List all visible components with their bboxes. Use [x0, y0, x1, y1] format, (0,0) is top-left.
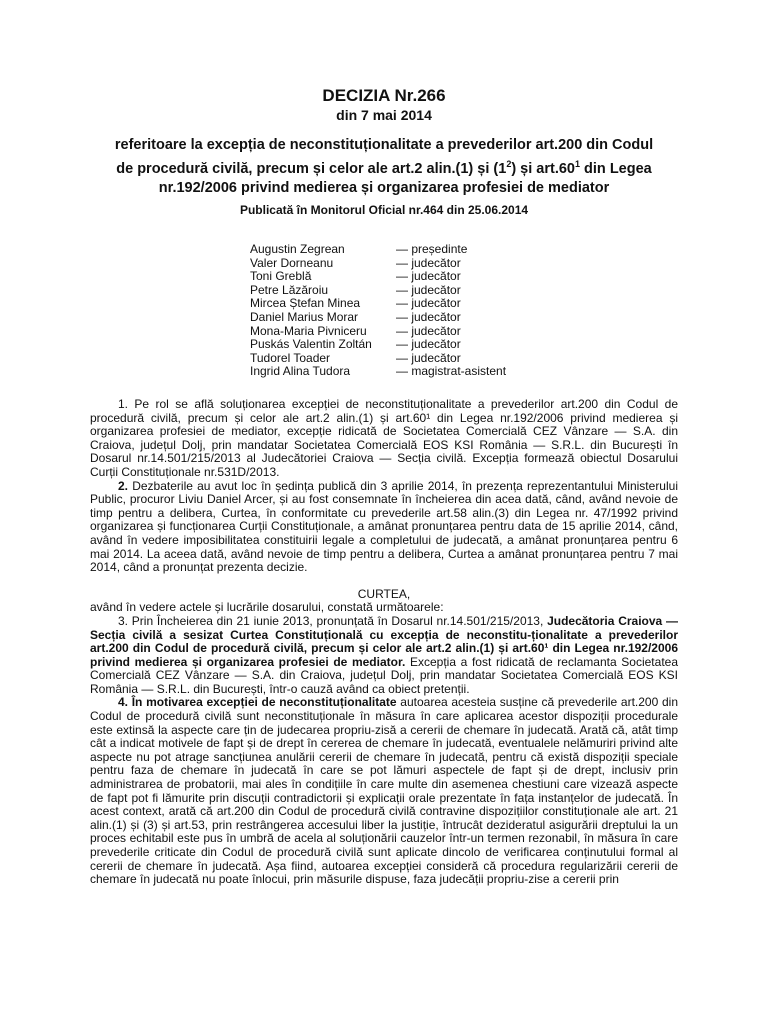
member-row [250, 243, 550, 257]
paragraph-4 [90, 696, 678, 886]
paragraph-3-rest: Excepția a fost ridicată de reclamanta Societatea Comercială CEZ Vânzare — S.A. din Craiova, județul Dolj, prin mandatar Societatea Comercială EOS KSI România — S.R.L. din București, într-o cauză având ca obiect pretenții. [90, 654, 678, 696]
subject-line-2 [90, 155, 678, 179]
member-role: — judecător [396, 323, 461, 338]
member-name: Valer Dorneanu [250, 255, 334, 270]
paragraph-3-intro: 3. Prin Încheierea din 21 iunie 2013, pronunțată în Dosarul nr.14.501/215/2013, [118, 613, 548, 628]
paragraph-3-bold: Judecătoria Craiova — Secția civilă a sesizat Curtea Constituțională cu excepția de neconstitu-ționalitate a prevederilor art.200 din Codul de procedură civilă, precum și celor ale art.2 alin.(1) și art.60¹ din Legea nr.192/2006 privind medierea și organizarea profesiei de mediator. [90, 613, 678, 669]
member-row [250, 311, 550, 325]
member-role: — judecător [396, 269, 461, 284]
member-row [250, 365, 550, 379]
subject-line-2-part-b: ) și art.60 [511, 160, 575, 177]
member-role: — judecător [396, 350, 461, 365]
member-name: Augustin Zegrean [250, 242, 345, 256]
decision-date: din 7 mai 2014 [336, 107, 432, 123]
subject-line-2-part-a: de procedură civilă, precum și celor ale art.2 alin.(1) și (1 [116, 160, 507, 177]
member-name: Mona-Maria Pivniceru [250, 323, 367, 338]
member-row [250, 270, 550, 284]
member-role: — judecător [396, 282, 461, 297]
court-intro-line: având în vedere actele și lucrările dosarului, constată următoarele: [90, 600, 444, 615]
member-role: — judecător [396, 309, 461, 324]
paragraph-1: 1. Pe rol se află soluționarea excepției de neconstituționalitate a prevederilor art.200 din Codul de procedură civilă, precum și celor ale art.2 alin.(1) și art.60¹ din Legea nr.192/2006 privind medierea și organizarea profesiei de mediator, excepție ridicată de Societatea Comercială CEZ Vânzare — S.A. din Craiova, județul Dolj, prin mandatar Societatea Comercială EOS KSI România — S.R.L. din București în Dosarul nr.14.501/215/2013 al Judecătoriei Craiova — Secția civilă. Excepția formează obiectul Dosarului Curții Constituționale nr.531D/2013. [90, 397, 678, 479]
paragraph-3 [90, 615, 678, 697]
member-role: — magistrat-asistent [396, 364, 507, 379]
subject-line-3: nr.192/2006 privind medierea și organizarea profesiei de mediator [158, 179, 610, 196]
subject-line-2-part-c: din Legea [580, 160, 652, 177]
member-role: — judecător [396, 255, 461, 270]
paragraph-4-text: autoarea acesteia susține că prevederile art.200 din Codul de procedură civilă sunt neconstituționale în măsura în care aplicarea acestor dispoziții procedurale este extinsă la aspecte care țin de judecarea propriu-zisă a cererii de chemare în judecată. Arată că, atât timp cât a indicat motivele de fapt și de drept în cererea de chemare în judecată, eventualele nelămuriri privind alte aspecte nu pot atrage sancțiunea anulării cererii de chemare în judecată, pentru că există dispoziții speciale pentru faza de chemare în judecată în care se pot lămuri aspectele de fapt și de drept, inclusiv prin administrarea de probatorii, mai ales în condițiile în care multe din asemenea chestiuni care vizează aspecte de fapt pot fi lămurite prin discuții contradictorii și explicații orale prezentate în fața instanțelor de judecată. În acest context, arată că art.200 din Codul de procedură civilă contravine dispozițiilor constituționale ale art. 21 alin.(1) și (3) și art.53, prin restrângerea accesului liber la justiție, întrucât dezideratul asigurării dreptului la un proces echitabil este pus în umbră de acela al soluționării cauzelor într-un termen rezonabil, în măsura în care prevederile criticate din Codul de procedură civilă sunt aplicate dincolo de verificarea conținutului formal al cererii de chemare în judecată. Așa fiind, autoarea excepției consideră că procedura regularizării cererii de chemare în judecată nu poate înlocui, prin măsurile dispuse, faza judecății propriu-zise a cererii prin [90, 695, 678, 887]
subject-line-1: referitoare la excepția de neconstituționalitate a prevederilor art.200 din Codul [114, 137, 654, 153]
spacer [90, 575, 678, 588]
member-row [250, 352, 550, 366]
member-row [250, 297, 550, 311]
decision-subject [90, 136, 678, 198]
member-role: — judecător [396, 296, 461, 311]
member-name: Tudorel Toader [250, 350, 331, 365]
member-name: Puskás Valentin Zoltán [250, 337, 372, 352]
superscript-1: 1 [575, 159, 581, 169]
paragraph-2-number: 2. [118, 478, 129, 493]
member-row [250, 338, 550, 352]
paragraph-2 [90, 480, 678, 575]
decision-title: DECIZIA Nr.266 [322, 86, 446, 105]
member-role: — președinte [396, 242, 468, 256]
paragraph-4-number: 4. [118, 695, 129, 710]
member-name: Ingrid Alina Tudora [250, 364, 351, 379]
publication-note: Publicată în Monitorul Oficial nr.464 din 25.06.2014 [239, 203, 529, 217]
paragraph-2-text: Dezbaterile au avut loc în ședința publică din 3 aprilie 2014, în prezența reprezentantului Ministerului Public, procuror Liviu Daniel Arcer, și au fost consemnate în încheierea din acea dată, când, având nevoie de timp pentru a delibera, Curtea, în conformitate cu prevederile art.58 alin.(3) din Legea nr. 47/1992 privind organizarea și funcționarea Curții Constituționale, a amânat pronunțarea pentru data de 15 aprilie 2014, când, având în vedere imposibilitatea constituirii legale a completului de judecată, a amânat pronunțarea pentru 6 mai 2014. La aceea dată, având nevoie de timp pentru a delibera, Curtea a amânat pronunțarea pentru 7 mai 2014, când a pronunțat prezenta decizie. [90, 478, 678, 575]
court-members-table [250, 243, 550, 379]
member-name: Petre Lăzăroiu [250, 282, 329, 297]
member-role: — judecător [396, 337, 461, 352]
paragraph-4-bold: În motivarea excepției de neconstituționalitate [128, 695, 397, 710]
superscript-2: 2 [506, 159, 512, 169]
member-row [250, 284, 550, 298]
member-name: Daniel Marius Morar [250, 309, 359, 324]
member-row [250, 257, 550, 271]
member-row [250, 325, 550, 339]
member-name: Toni Greblă [250, 269, 312, 284]
decision-body [90, 398, 678, 887]
court-heading: CURTEA, [357, 586, 411, 601]
member-name: Mircea Ștefan Minea [250, 296, 361, 311]
